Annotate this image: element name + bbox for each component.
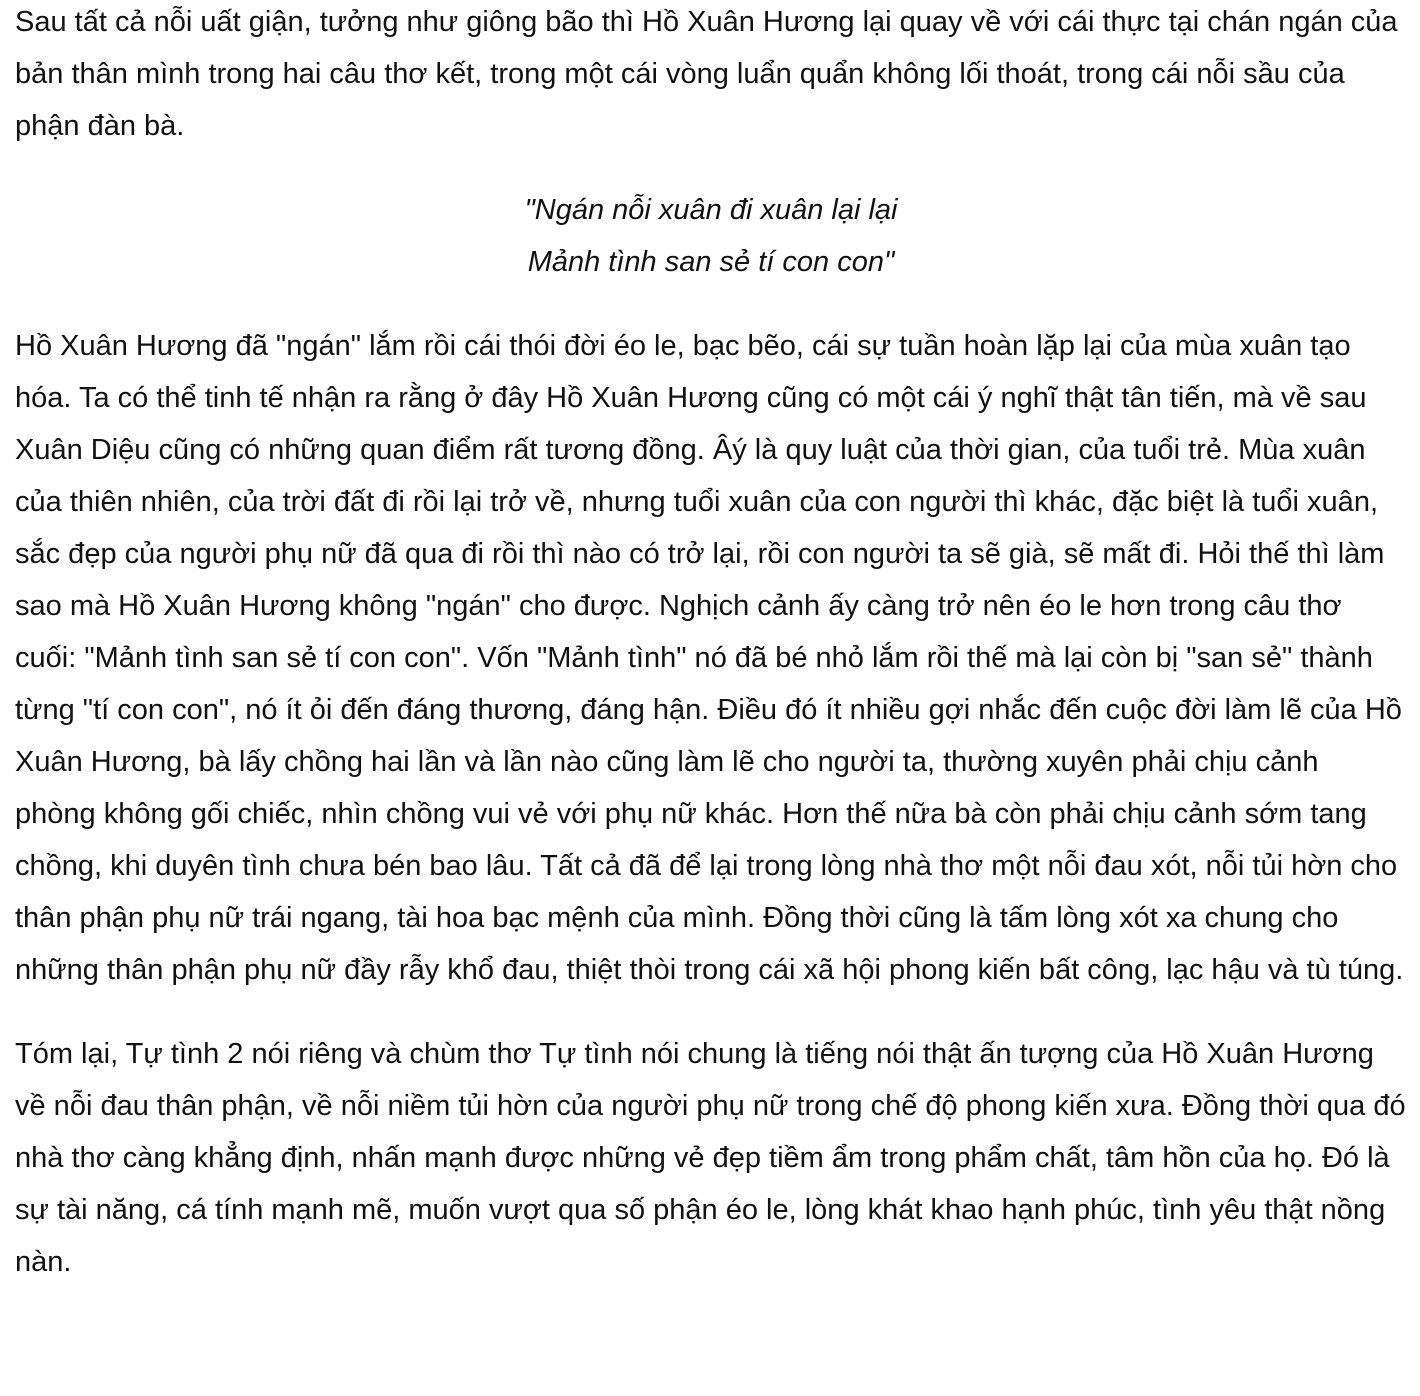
poem-quote-line-1: "Ngán nỗi xuân đi xuân lại lại — [524, 194, 898, 226]
poem-quote — [15, 184, 1407, 288]
paragraph-analysis: Hồ Xuân Hương đã "ngán" lắm rồi cái thói đời éo le, bạc bẽo, cái sự tuần hoàn lặp lại của mùa xuân tạo hóa. Ta có thể tinh tế nhận ra rằng ở đây Hồ Xuân Hương cũng có một cái ý nghĩ thật tân tiến, mà về sau Xuân Diệu cũng có những quan điểm rất tương đồng. Âý là quy luật của thời gian, của tuổi trẻ. Mùa xuân của thiên nhiên, của trời đất đi rồi lại trở về, nhưng tuổi xuân của con người thì khác, đặc biệt là tuổi xuân, sắc đẹp của người phụ nữ đã qua đi rồi thì nào có trở lại, rồi con người ta sẽ già, sẽ mất đi. Hỏi thế thì làm sao mà Hồ Xuân Hương không "ngán" cho được. Nghịch cảnh ấy càng trở nên éo le hơn trong câu thơ cuối: "Mảnh tình san sẻ tí con con". Vốn "Mảnh tình" nó đã bé nhỏ lắm rồi thế mà lại còn bị "san sẻ" thành từng "tí con con", nó ít ỏi đến đáng thương, đáng hận. Điều đó ít nhiều gợi nhắc đến cuộc đời làm lẽ của Hồ Xuân Hương, bà lấy chồng hai lần và lần nào cũng làm lẽ cho người ta, thường xuyên phải chịu cảnh phòng không gối chiếc, nhìn chồng vui vẻ với phụ nữ khác. Hơn thế nữa bà còn phải chịu cảnh sớm tang chồng, khi duyên tình chưa bén bao lâu. Tất cả đã để lại trong lòng nhà thơ một nỗi đau xót, nỗi tủi hờn cho thân phận phụ nữ trái ngang, tài hoa bạc mệnh của mình. Đồng thời cũng là tấm lòng xót xa chung cho những thân phận phụ nữ đầy rẫy khổ đau, thiệt thòi trong cái xã hội phong kiến bất công, lạc hậu và tù túng. — [15, 330, 1404, 986]
poem-quote-line-2: Mảnh tình san sẻ tí con con" — [527, 246, 895, 278]
paragraph-conclusion: Tóm lại, Tự tình 2 nói riêng và chùm thơ Tự tình nói chung là tiếng nói thật ấn tượng của Hồ Xuân Hương về nỗi đau thân phận, về nỗi niềm tủi hờn của người phụ nữ trong chế độ phong kiến xưa. Đồng thời qua đó nhà thơ càng khẳng định, nhấn mạnh được những vẻ đẹp tiềm ẩm trong phẩm chất, tâm hồn của họ. Đó là sự tài năng, cá tính mạnh mẽ, muốn vượt qua số phận éo le, lòng khát khao hạnh phúc, tình yêu thật nồng nàn. — [15, 1038, 1406, 1278]
paragraph-intro: Sau tất cả nỗi uất giận, tưởng như giông bão thì Hồ Xuân Hương lại quay về với cái thực tại chán ngán của bản thân mình trong hai câu thơ kết, trong một cái vòng luẩn quẩn không lối thoát, trong cái nỗi sầu của phận đàn bà. — [15, 6, 1398, 142]
